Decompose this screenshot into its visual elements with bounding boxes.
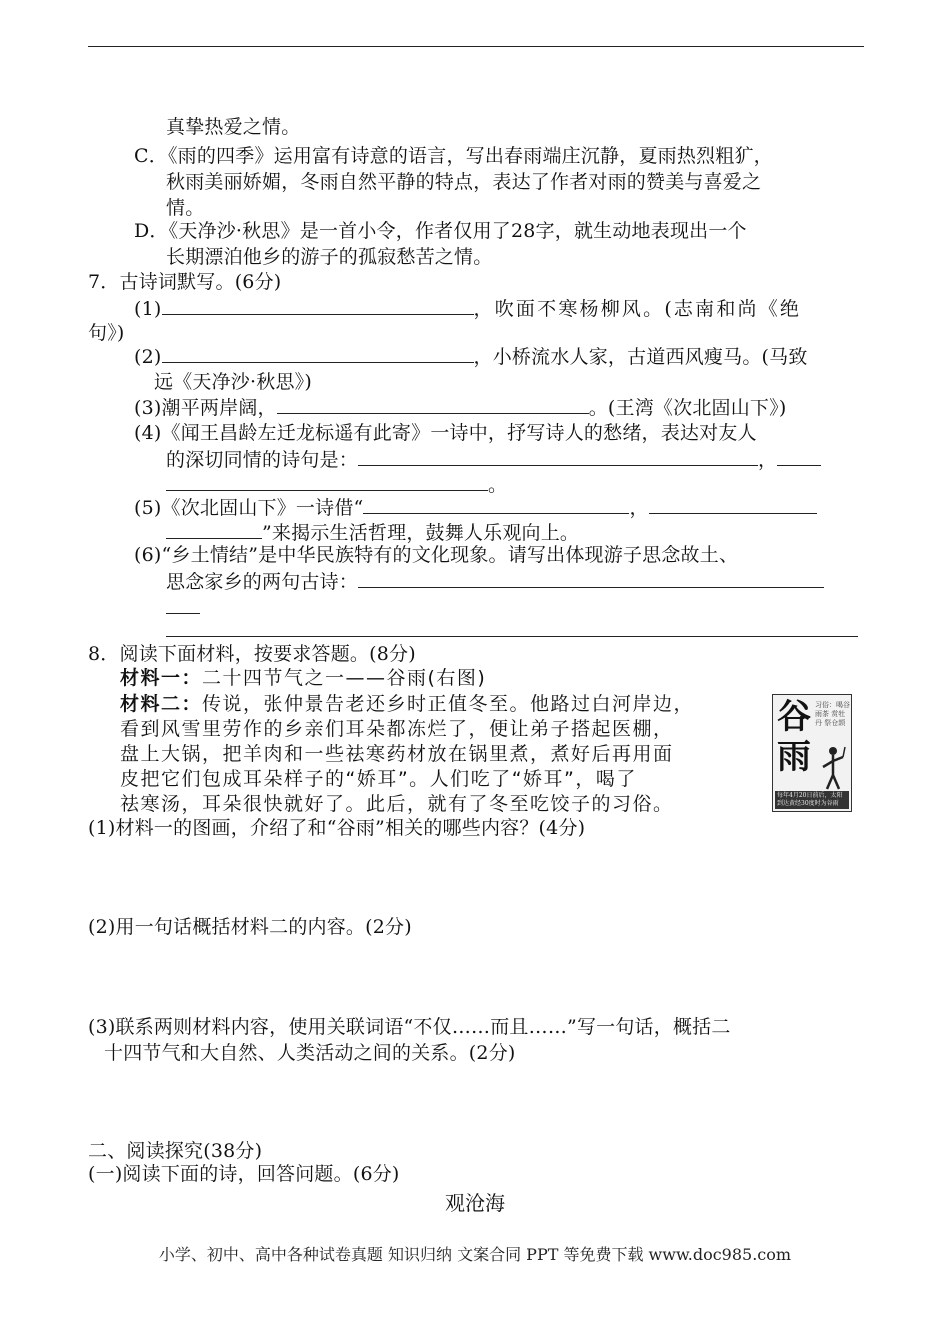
q7-item-1-number: (1) (134, 298, 162, 320)
q7-item-4-line1: (4)《闻王昌龄左迁龙标遥有此寄》一诗中，抒写诗人的愁绪，表达对友人 (134, 422, 757, 444)
q6-continuation: 真挚热爱之情。 (166, 116, 301, 138)
q8-sub-1: (1)材料一的图画，介绍了和“谷雨”相关的哪些内容？(4分) (88, 817, 586, 839)
q6-option-c-line1: C．《雨的四季》运用富有诗意的语言，写出春雨端庄沉静，夏雨热烈粗犷， (134, 145, 773, 167)
guyu-farmer-figure (819, 745, 847, 791)
q8-material-2-text1: 传说，张仲景告老还乡时正值冬至。他路过白河岸边， (202, 693, 695, 715)
guyu-bottom-text: 每年4月20日前后，太阳到达黄经30度时为谷雨 (775, 791, 849, 809)
q8-material-1 (120, 665, 486, 691)
q7-item-4-line2 (166, 446, 821, 473)
q6-option-c-line2: 秋雨美丽娇媚，冬雨自然平静的特点，表达了作者对雨的赞美与喜爱之 (166, 171, 762, 193)
q6-option-c-line3: 情。 (166, 197, 205, 219)
q7-item-3-prefix: (3)潮平两岸阔， (134, 397, 277, 419)
q7-item-6-blank-1[interactable] (358, 568, 824, 588)
q7-item-4-blank-2a[interactable] (777, 446, 821, 466)
q8-material-2-label: 材料二： (120, 693, 203, 715)
q8-sub-2: (2)用一句话概括材料二的内容。(2分) (88, 916, 412, 938)
q7-item-5-blank-2b[interactable] (166, 519, 262, 539)
q7-item-6-blank-2[interactable] (166, 594, 200, 614)
q7-item-5-prefix: (5)《次北固山下》一诗借“ (134, 497, 364, 519)
guyu-char-gu: 谷 (777, 697, 811, 737)
q7-item-2-blank[interactable] (162, 343, 474, 363)
guyu-solar-term-image (772, 694, 852, 812)
q8-material-2-line4: 皮把它们包成耳朵样子的“娇耳”。人们吃了“娇耳”，喝了 (120, 768, 637, 790)
guyu-char-yu: 雨 (777, 737, 811, 777)
q7-item-5-suffix: ”来揭示生活哲理，鼓舞人乐观向上。 (262, 522, 580, 544)
q7-title: 7．古诗词默写。(6分) (88, 271, 282, 293)
page-footer: 小学、初中、高中各种试卷真题 知识归纳 文案合同 PPT 等免费下载 www.doc985.com (158, 1245, 792, 1264)
q8-sub-3-line2: 十四节气和大自然、人类活动之间的关系。(2分) (104, 1042, 516, 1064)
q8-material-2-line2: 看到风雪里劳作的乡亲们耳朵都冻烂了，便让弟子搭起医棚， (120, 718, 674, 740)
q8-material-1-label: 材料一： (120, 667, 203, 689)
section-2-title: 二、阅读探究(38分) (88, 1140, 263, 1162)
q7-item-1-blank[interactable] (162, 295, 474, 315)
q8-material-1-text: 二十四节气之一——谷雨(右图) (202, 667, 487, 689)
q7-item-6-line1: (6)“乡土情结”是中华民族特有的文化现象。请写出体现游子思念故土、 (134, 544, 739, 566)
q7-item-4-blank-1[interactable] (358, 446, 758, 466)
q7-item-5-blank-2a[interactable] (649, 494, 817, 514)
q7-item-3-blank[interactable] (277, 394, 589, 414)
q7-item-5-line1 (134, 494, 817, 521)
q8-material-2-line3: 盘上大锅，把羊肉和一些祛寒药材放在锅里煮，煮好后再用面 (120, 743, 674, 765)
q7-item-4-prompt: 的深切同情的诗句是： (166, 449, 359, 471)
q7-item-1-continuation: 句》) (88, 322, 125, 344)
q7-item-5-blank-1[interactable] (363, 494, 629, 514)
q8-title: 8．阅读下面材料，按要求答题。(8分) (88, 643, 416, 665)
q7-item-2 (134, 343, 808, 370)
q7-item-1-text: ，吹面不寒杨柳风。(志南和尚《绝 (473, 298, 802, 320)
q7-item-6-line2 (166, 568, 824, 595)
poem-title: 观沧海 (445, 1191, 505, 1215)
q6-option-d-line2: 长期漂泊他乡的游子的孤寂愁苦之情。 (166, 246, 493, 268)
q8-material-2-line5: 祛寒汤，耳朵很快就好了。此后，就有了冬至吃饺子的习俗。 (120, 793, 674, 815)
q7-item-2-text: ，小桥流水人家，古道西风瘦马。(马致 (473, 346, 808, 368)
section-2-subtitle: (一)阅读下面的诗，回答问题。(6分) (88, 1163, 400, 1185)
q7-item-1 (134, 295, 801, 322)
q7-item-3 (134, 394, 786, 421)
q7-item-5-comma: ， (629, 497, 649, 519)
q7-item-4-period: 。 (488, 474, 508, 496)
q8-sub-3-line1: (3)联系两则材料内容，使用关联词语“不仅……而且……”写一句话，概括二 (88, 1016, 731, 1038)
q7-item-2-continuation: 远《天净沙·秋思》) (154, 371, 312, 393)
q7-item-6-prompt: 思念家乡的两句古诗： (166, 571, 359, 593)
q7-item-4-blank-2b[interactable] (166, 471, 488, 491)
q7-item-3-suffix: 。(王湾《次北固山下》) (588, 397, 787, 419)
guyu-side-text: 习俗：喝谷雨茶 赏牡丹 祭仓颉 (815, 701, 850, 727)
q7-item-6-line3 (166, 594, 200, 621)
q7-item-6-answer-line[interactable] (166, 636, 858, 637)
q6-option-d-line1: D．《天净沙·秋思》是一首小令，作者仅用了28字，就生动地表现出一个 (134, 220, 747, 242)
q7-item-2-number: (2) (134, 346, 162, 368)
q8-material-2-line1 (120, 691, 694, 717)
q7-item-4-comma: ， (758, 449, 778, 471)
header-rule (88, 46, 864, 47)
